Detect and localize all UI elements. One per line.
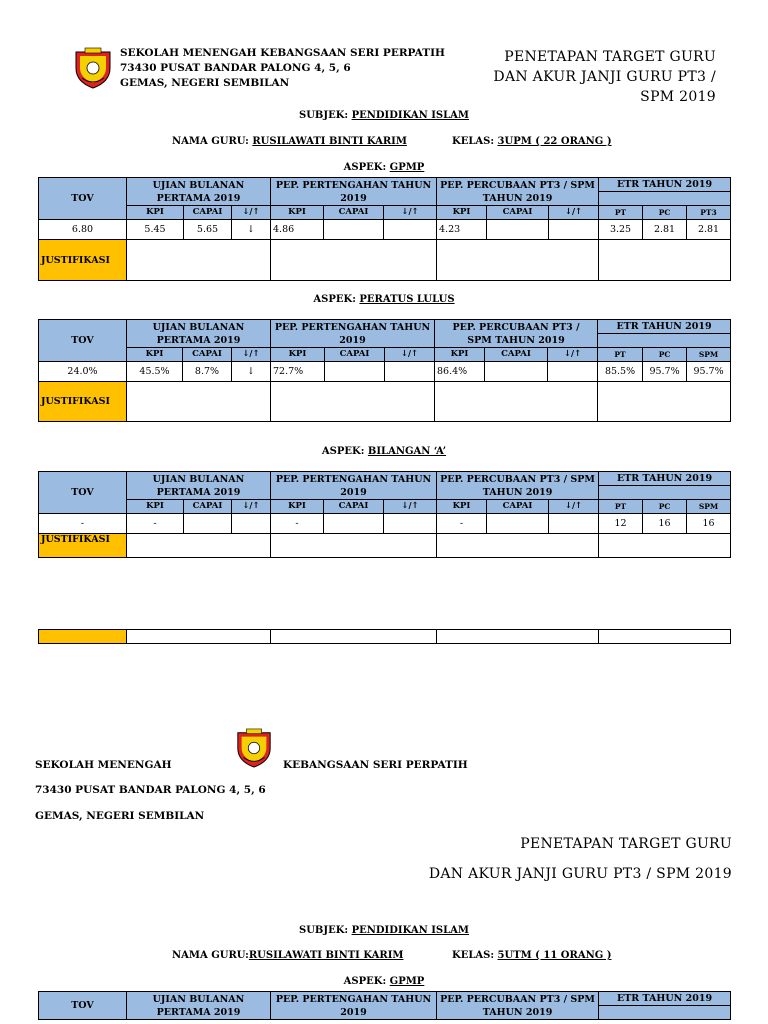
etr-pc-value: 2.81	[643, 220, 687, 240]
pc-header: PC	[643, 348, 687, 362]
arrow-header: ↓/↑	[548, 348, 598, 362]
justifikasi-etr	[599, 534, 731, 558]
aspek-lulus-line	[0, 294, 768, 305]
etr-spacer	[599, 1006, 731, 1020]
tov-header: TOV	[39, 472, 127, 514]
cont-cell	[127, 630, 271, 644]
arrow-header: ↓/↑	[232, 206, 271, 220]
pt-kpi-value: 4.86	[271, 220, 324, 240]
pep-p-l2: 2019	[340, 486, 367, 498]
pep-pertengahan-header	[271, 320, 435, 348]
doc-title-line1: PENETAPAN TARGET GURU	[504, 49, 716, 65]
justifikasi-pt	[271, 534, 437, 558]
capai-header: CAPAI	[325, 348, 385, 362]
pep-p-l2: 2019	[340, 192, 367, 204]
pc-capai-value	[485, 362, 548, 382]
ujian-header	[127, 320, 271, 348]
etr-header: ETR TAHUN 2019	[599, 178, 731, 192]
ujian-header-l2: PERTAMA 2019	[156, 1006, 241, 1018]
kpi-header: KPI	[435, 348, 485, 362]
teacher-value: RUSILAWATI BINTI KARIM	[252, 136, 407, 147]
ujian-header-l1: UJIAN BULANAN	[152, 179, 245, 191]
ub-capai-value: 8.7%	[183, 362, 232, 382]
kpi-header: KPI	[437, 500, 487, 514]
gpmp-table	[38, 177, 731, 281]
pt-arrow-value	[385, 362, 435, 382]
subject-label: SUBJEK:	[298, 925, 349, 936]
pc-capai-value	[487, 220, 549, 240]
aspek-line	[0, 976, 768, 987]
justifikasi-etr	[599, 240, 731, 281]
aspek-label: ASPEK:	[313, 294, 356, 305]
pc-capai-value	[487, 514, 549, 534]
kpi-header: KPI	[437, 206, 487, 220]
ujian-header-l1: UJIAN BULANAN	[152, 993, 245, 1005]
justifikasi-pc	[435, 382, 598, 422]
class-line	[452, 136, 612, 147]
subject-label: SUBJEK:	[298, 110, 349, 121]
spm-header: SPM	[687, 500, 731, 514]
capai-header: CAPAI	[183, 348, 232, 362]
ujian-header-l2: PERTAMA 2019	[156, 192, 241, 204]
pep-percubaan-header	[437, 992, 599, 1020]
aspek-value: BILANGAN ‘A’	[367, 446, 447, 457]
pep-pertengahan-header	[271, 472, 437, 500]
etr-spacer	[599, 486, 731, 500]
pt3-header: PT3	[687, 206, 731, 220]
school-city: GEMAS, NEGERI SEMBILAN	[35, 810, 205, 822]
justifikasi-cont	[39, 630, 127, 644]
etr-spacer	[599, 192, 731, 206]
pep-c-l1: PEP. PERCUBAAN PT3 / SPM	[440, 993, 595, 1005]
etr-pt3-value: 2.81	[687, 220, 731, 240]
etr-header: ETR TAHUN 2019	[599, 992, 731, 1006]
etr-pt-value: 12	[599, 514, 643, 534]
school-name: SEKOLAH MENENGAH KEBANGSAAN SERI PERPATIH	[120, 47, 445, 59]
arrow-header: ↓/↑	[385, 348, 435, 362]
tov-header: TOV	[39, 178, 127, 220]
aspek-label: ASPEK:	[343, 976, 387, 987]
justifikasi-ub	[127, 382, 271, 422]
aspek-value: PERATUS LULUS	[359, 294, 455, 305]
pt-capai-value	[325, 362, 385, 382]
tov-value: 6.80	[39, 220, 127, 240]
justifikasi-label: JUSTIFIKASI	[39, 240, 127, 281]
pep-c-l1: PEP. PERCUBAAN PT3 /	[452, 321, 580, 333]
pt-arrow-value	[384, 514, 437, 534]
capai-header: CAPAI	[184, 206, 232, 220]
ujian-header-l2: PERTAMA 2019	[156, 334, 241, 346]
bilangan-table	[38, 471, 731, 558]
kpi-header: KPI	[271, 348, 325, 362]
aspek-value: GPMP	[389, 162, 425, 173]
continuation-row	[38, 629, 731, 644]
pc-arrow-value	[549, 514, 599, 534]
arrow-header: ↓/↑	[232, 348, 271, 362]
tov-header: TOV	[39, 320, 127, 362]
justifikasi-ub	[127, 240, 271, 281]
pt-kpi-value: 72.7%	[271, 362, 325, 382]
ub-arrow-value: ↓	[232, 220, 271, 240]
doc-title-line2: DAN AKUR JANJI GURU PT3 / SPM 2019	[428, 866, 732, 882]
justifikasi-label: JUSTIFIKASI	[39, 382, 127, 422]
arrow-header: ↓/↑	[549, 206, 599, 220]
ub-arrow-value: ↓	[232, 362, 271, 382]
subject-value: PENDIDIKAN ISLAM	[351, 110, 470, 121]
justifikasi-pc	[437, 240, 599, 281]
justifikasi-pt	[271, 240, 437, 281]
pep-p-l1: PEP. PERTENGAHAN TAHUN	[275, 179, 432, 191]
ujian-header-l2: PERTAMA 2019	[156, 486, 241, 498]
school-crest-icon	[72, 46, 114, 90]
pt-header: PT	[598, 348, 643, 362]
capai-header: CAPAI	[324, 500, 384, 514]
lulus-table	[38, 319, 731, 422]
cont-cell	[437, 630, 599, 644]
pep-percubaan-header	[437, 178, 599, 206]
ub-kpi-value: 45.5%	[127, 362, 183, 382]
pc-kpi-value: -	[437, 514, 487, 534]
ub-kpi-value: -	[127, 514, 184, 534]
pep-pertengahan-header	[271, 178, 437, 206]
justifikasi-pt	[271, 382, 435, 422]
tov-header: TOV	[39, 992, 127, 1020]
doc-title	[493, 47, 716, 107]
etr-pt-value: 85.5%	[598, 362, 643, 382]
school-name-part1: SEKOLAH MENENGAH	[35, 759, 172, 771]
pep-p-l2: 2019	[340, 1006, 367, 1018]
kpi-header: KPI	[271, 206, 324, 220]
pc-header: PC	[643, 500, 687, 514]
pc-kpi-value: 86.4%	[435, 362, 485, 382]
pt-capai-value	[324, 514, 384, 534]
school-address: 73430 PUSAT BANDAR PALONG 4, 5, 6	[35, 784, 266, 796]
kpi-header: KPI	[127, 348, 183, 362]
justifikasi-label: JUSTIFIKASI	[39, 534, 127, 558]
ujian-header	[127, 472, 271, 500]
aspek-label: ASPEK:	[343, 162, 387, 173]
arrow-header: ↓/↑	[232, 500, 271, 514]
aspek-bilangan-line	[0, 446, 768, 457]
capai-header: CAPAI	[485, 348, 548, 362]
school-info	[120, 46, 445, 91]
kpi-header: KPI	[127, 500, 184, 514]
pep-p-l1: PEP. PERTENGAHAN TAHUN	[275, 473, 432, 485]
pc-arrow-value	[548, 362, 598, 382]
aspek-label: ASPEK:	[321, 446, 365, 457]
kpi-header: KPI	[271, 500, 324, 514]
subject-line	[0, 110, 768, 121]
class-label: KELAS:	[452, 136, 495, 147]
pep-c-l2: TAHUN 2019	[482, 1006, 553, 1018]
ub-kpi-value: 5.45	[127, 220, 184, 240]
pt-arrow-value	[384, 220, 437, 240]
etr-spm-value: 95.7%	[687, 362, 731, 382]
teacher-label: NAMA GURU:	[172, 950, 249, 961]
etr-pc-value: 16	[643, 514, 687, 534]
doc-title-line3: SPM 2019	[640, 89, 716, 105]
pc-kpi-value: 4.23	[437, 220, 487, 240]
pep-p-l2: 2019	[339, 334, 366, 346]
subject-value: PENDIDIKAN ISLAM	[351, 925, 470, 936]
pt-kpi-value: -	[271, 514, 324, 534]
pc-arrow-value	[549, 220, 599, 240]
pep-percubaan-header	[435, 320, 598, 348]
tov-value: -	[39, 514, 127, 534]
pep-pertengahan-header	[271, 992, 437, 1020]
pc-header: PC	[643, 206, 687, 220]
arrow-header: ↓/↑	[549, 500, 599, 514]
pep-p-l1: PEP. PERTENGAHAN TAHUN	[274, 321, 431, 333]
class-label: KELAS:	[452, 950, 495, 961]
teacher-line	[172, 950, 403, 961]
ujian-header-l1: UJIAN BULANAN	[152, 473, 245, 485]
cont-cell	[599, 630, 731, 644]
pep-c-l2: TAHUN 2019	[482, 192, 553, 204]
etr-pt-value: 3.25	[599, 220, 643, 240]
aspek-value: GPMP	[389, 976, 425, 987]
school-city: GEMAS, NEGERI SEMBILAN	[120, 77, 290, 89]
justifikasi-ub	[127, 534, 271, 558]
capai-header: CAPAI	[487, 500, 549, 514]
capai-header: CAPAI	[324, 206, 384, 220]
doc-title-line1: PENETAPAN TARGET GURU	[520, 836, 732, 852]
aspek-gpmp-line	[0, 162, 768, 173]
etr-header: ETR TAHUN 2019	[599, 472, 731, 486]
ub-capai-value	[184, 514, 232, 534]
capai-header: CAPAI	[184, 500, 232, 514]
school-name-part2: KEBANGSAAN SERI PERPATIH	[283, 759, 468, 771]
etr-spm-value: 16	[687, 514, 731, 534]
capai-header: CAPAI	[487, 206, 549, 220]
class-value: 3UPM ( 22 ORANG )	[497, 136, 612, 147]
ujian-header	[127, 992, 271, 1020]
etr-header: ETR TAHUN 2019	[598, 320, 731, 334]
school-crest-icon	[234, 726, 274, 770]
arrow-header: ↓/↑	[384, 206, 437, 220]
teacher-label: NAMA GURU:	[172, 136, 249, 147]
pt-capai-value	[324, 220, 384, 240]
pep-c-l1: PEP. PERCUBAAN PT3 / SPM	[440, 473, 595, 485]
etr-spacer	[598, 334, 731, 348]
doc-title-line2: DAN AKUR JANJI GURU PT3 /	[493, 69, 716, 85]
pt-header: PT	[599, 500, 643, 514]
justifikasi-etr	[598, 382, 731, 422]
pt-header: PT	[599, 206, 643, 220]
pep-c-l1: PEP. PERCUBAAN PT3 / SPM	[440, 179, 595, 191]
cont-cell	[271, 630, 437, 644]
spm-header: SPM	[687, 348, 731, 362]
teacher-line	[172, 136, 407, 147]
tov-value: 24.0%	[39, 362, 127, 382]
pep-c-l2: SPM TAHUN 2019	[467, 334, 565, 346]
ub-capai-value: 5.65	[184, 220, 232, 240]
class-value: 5UTM ( 11 ORANG )	[497, 950, 612, 961]
teacher-value: RUSILAWATI BINTI KARIM	[248, 950, 404, 961]
justifikasi-pc	[437, 534, 599, 558]
ub-arrow-value	[232, 514, 271, 534]
gpmp-table-page2	[38, 991, 731, 1020]
pep-p-l1: PEP. PERTENGAHAN TAHUN	[275, 993, 432, 1005]
class-line	[452, 950, 611, 961]
ujian-header	[127, 178, 271, 206]
etr-pc-value: 95.7%	[643, 362, 687, 382]
arrow-header: ↓/↑	[384, 500, 437, 514]
school-address: 73430 PUSAT BANDAR PALONG 4, 5, 6	[120, 62, 351, 74]
kpi-header: KPI	[127, 206, 184, 220]
pep-percubaan-header	[437, 472, 599, 500]
pep-c-l2: TAHUN 2019	[482, 486, 553, 498]
subject-line	[0, 925, 768, 936]
ujian-header-l1: UJIAN BULANAN	[152, 321, 245, 333]
